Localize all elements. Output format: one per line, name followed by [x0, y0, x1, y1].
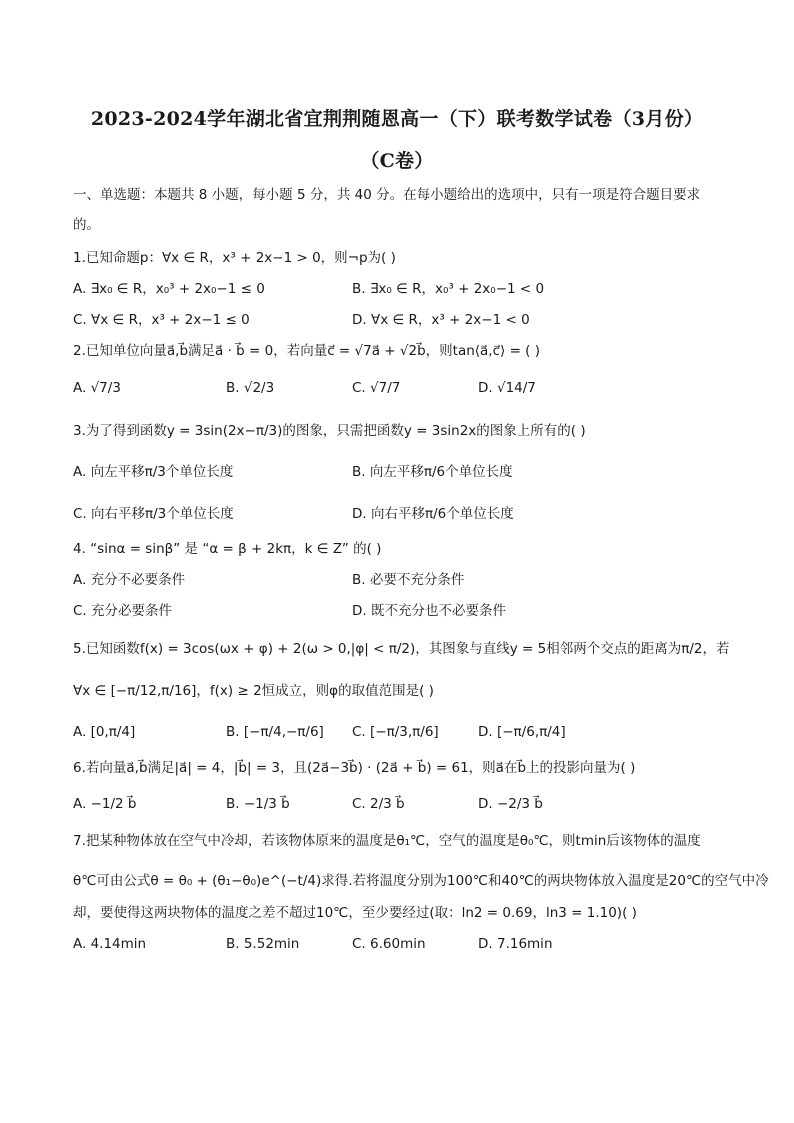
- question-3-stem: 3.为了得到函数y = 3sin(2x−π/3)的图象，只需把函数y = 3sin2x的图象上所有的( ): [73, 423, 586, 439]
- section-header-cont: 的。: [73, 217, 100, 233]
- question-3-option-b: B. 向左平移π/6个单位长度: [352, 464, 513, 480]
- question-5-option-d: D. [−π/6,π/4]: [478, 724, 566, 740]
- question-7-option-d: D. 7.16min: [478, 936, 553, 952]
- question-7-stem-cont-2: 却，要使得这两块物体的温度之差不超过10℃，至少要经过(取：ln2 = 0.69，ln3 = 1.10)( ): [73, 905, 637, 921]
- question-3-option-a: A. 向左平移π/3个单位长度: [73, 464, 234, 480]
- question-7-option-c: C. 6.60min: [352, 936, 426, 952]
- question-2-option-d: D. √14/7: [478, 380, 536, 396]
- question-5-stem-cont: ∀x ∈ [−π/12,π/16]，f(x) ≥ 2恒成立，则φ的取值范围是( ): [73, 683, 434, 699]
- question-1-option-b: B. ∃x₀ ∈ R，x₀³ + 2x₀−1 < 0: [352, 281, 545, 297]
- question-2-option-a: A. √7/3: [73, 380, 121, 396]
- question-7-stem-cont-1: θ℃可由公式θ = θ₀ + (θ₁−θ₀)e^(−t/4)求得.若将温度分别为100℃和40℃的两块物体放入温度是20℃的空气中冷: [73, 873, 769, 889]
- question-1-option-a: A. ∃x₀ ∈ R，x₀³ + 2x₀−1 ≤ 0: [73, 281, 265, 297]
- question-2-option-c: C. √7/7: [352, 380, 401, 396]
- question-7-stem: 7.把某种物体放在空气中冷却，若该物体原来的温度是θ₁℃，空气的温度是θ₀℃，则tmin后该物体的温度: [73, 833, 701, 849]
- question-4-option-d: D. 既不充分也不必要条件: [352, 603, 506, 619]
- question-7-option-a: A. 4.14min: [73, 936, 147, 952]
- question-6-option-b: B. −1/3 b⃗: [226, 796, 290, 812]
- question-5-option-a: A. [0,π/4]: [73, 724, 136, 740]
- question-6-option-d: D. −2/3 b⃗: [478, 796, 543, 812]
- question-3-option-c: C. 向右平移π/3个单位长度: [73, 506, 234, 522]
- question-5-stem: 5.已知函数f(x) = 3cos(ωx + φ) + 2(ω > 0,|φ| < π/2)，其图象与直线y = 5相邻两个交点的距离为π/2，若: [73, 641, 730, 657]
- question-4-option-c: C. 充分必要条件: [73, 603, 173, 619]
- exam-title: 2023-2024学年湖北省宜荆荆随恩高一（下）联考数学试卷（3月份）: [90, 108, 704, 130]
- question-3-option-d: D. 向右平移π/6个单位长度: [352, 506, 514, 522]
- question-2-stem: 2.已知单位向量a⃗,b⃗满足a⃗ · b⃗ = 0，若向量c⃗ = √7a⃗ + √2b⃗，则tan⟨a⃗,c⃗⟩ = ( ): [73, 343, 541, 359]
- question-4-option-b: B. 必要不充分条件: [352, 572, 465, 588]
- question-2-option-b: B. √2/3: [226, 380, 275, 396]
- question-5-option-b: B. [−π/4,−π/6]: [226, 724, 324, 740]
- question-1-stem: 1.已知命题p：∀x ∈ R，x³ + 2x−1 > 0，则¬p为( ): [73, 250, 396, 266]
- question-4-stem: 4. “sinα = sinβ” 是 “α = β + 2kπ，k ∈ Z” 的( ): [73, 541, 382, 557]
- section-header: 一、单选题：本题共 8 小题，每小题 5 分，共 40 分。在每小题给出的选项中，只有一项是符合题目要求: [73, 187, 701, 203]
- question-6-option-c: C. 2/3 b⃗: [352, 796, 405, 812]
- question-6-stem: 6.若向量a⃗,b⃗满足|a⃗| = 4，|b⃗| = 3，且(2a⃗−3b⃗) · (2a⃗ + b⃗) = 61，则a⃗在b⃗上的投影向量为( ): [73, 760, 636, 776]
- exam-subtitle: （C卷）: [360, 150, 434, 172]
- question-7-option-b: B. 5.52min: [226, 936, 300, 952]
- question-1-option-c: C. ∀x ∈ R，x³ + 2x−1 ≤ 0: [73, 312, 250, 328]
- question-1-option-d: D. ∀x ∈ R，x³ + 2x−1 < 0: [352, 312, 530, 328]
- question-5-option-c: C. [−π/3,π/6]: [352, 724, 439, 740]
- question-4-option-a: A. 充分不必要条件: [73, 572, 186, 588]
- question-6-option-a: A. −1/2 b⃗: [73, 796, 137, 812]
